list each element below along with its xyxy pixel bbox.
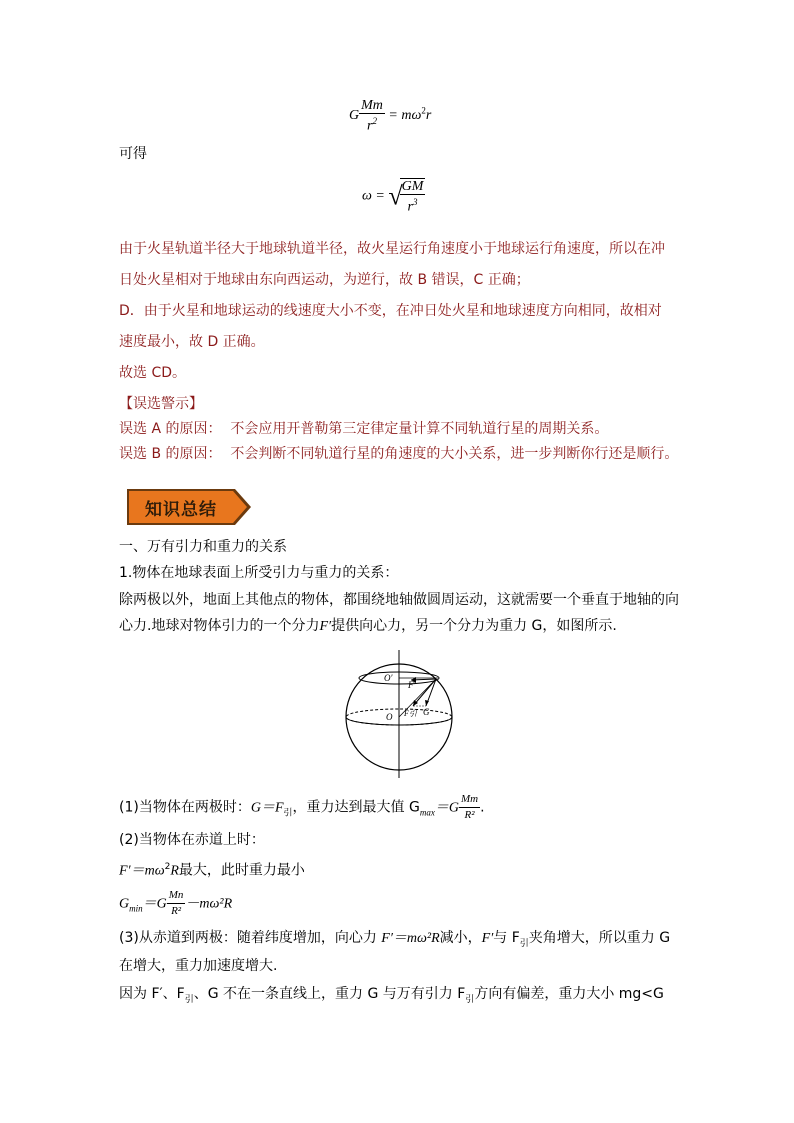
item-2-title: (2)当物体在赤道上时： bbox=[119, 832, 265, 848]
warning-title: 【误选警示】 bbox=[119, 396, 203, 412]
item-1: (1)当物体在两极时：$G=F_引$，重力达到最大值 $G_{max}=G$ $\frac{Mm}{\text{R²}}$ . bbox=[119, 793, 485, 821]
knowledge-summary-badge bbox=[127, 489, 253, 529]
item-2-line-1: $F'=m\omega^2R$最大，此时重力最小 bbox=[119, 862, 305, 879]
explanation-line-1: 由于火星轨道半径大于地球轨道半径，故火星运行角速度小于地球运行角速度，所以在冲 bbox=[119, 241, 665, 257]
intro-line-2: 心力.地球对物体引力的一个分力F′提供向心力，另一个分力为重力 G，如图所示. bbox=[119, 618, 617, 634]
item-2-gmin-equation: $G_{min}=G$ $\frac{Mn}{\text{R²}}$ －mω²R bbox=[119, 889, 233, 917]
badge-label: 知识总结 bbox=[145, 500, 217, 520]
label-f-yin: F引 bbox=[404, 709, 417, 718]
sqrt-sign: √ bbox=[388, 181, 403, 211]
equation-gravity-centripetal: G $\frac{Mm}{r^2}$ = $m\omega^2r$ bbox=[349, 98, 432, 134]
equation-omega: ω = √ $\frac{GM}{r^3}$ bbox=[362, 179, 424, 215]
subsection-heading: 1.物体在地球表面上所受引力与重力的关系： bbox=[119, 565, 399, 581]
item-3-line-1: (3)从赤道到两极：随着纬度增加，向心力 F′＝mω²R减小，F′与 $F_引$夹角增大，所以重力 G bbox=[119, 930, 671, 949]
explanation-line-2: 日处火星相对于地球由东向西运动，为逆行，故 B 错误，C 正确； bbox=[119, 272, 530, 288]
label-g: G bbox=[423, 707, 430, 717]
answer-text: 故选 CD。 bbox=[119, 365, 187, 381]
intro-line-1: 除两极以外，地面上其他点的物体，都围绕地轴做圆周运动，这就需要一个垂直于地轴的向 bbox=[119, 592, 679, 608]
warning-a: 误选 A 的原因： 不会应用开普勒第三定律定量计算不同轨道行星的周期关系。 bbox=[119, 421, 609, 437]
arrowhead-g bbox=[425, 700, 429, 706]
label-o: O bbox=[386, 712, 393, 722]
earth-gravity-diagram bbox=[340, 650, 460, 778]
last-line: 因为 F′、$F_引$、G 不在一条直线上，重力 G 与万有引力 $F_引$方向有偏差，重力大小 mg<G bbox=[119, 986, 664, 1005]
label-o-prime: O′ bbox=[384, 673, 393, 683]
option-d-line-1: D．由于火星和地球运动的线速度大小不变，在冲日处火星和地球速度方向相同，故相对 bbox=[119, 303, 662, 319]
label-f-prime: F′ bbox=[408, 680, 416, 690]
keyi-text: 可得 bbox=[119, 146, 147, 162]
item-3-line-2: 在增大，重力加速度增大. bbox=[119, 958, 278, 974]
warning-b: 误选 B 的原因： 不会判断不同轨道行星的角速度的大小关系，进一步判断你行还是顺行。 bbox=[119, 446, 679, 462]
section-heading: 一、万有引力和重力的关系 bbox=[119, 539, 287, 555]
option-d-line-2: 速度最小，故 D 正确。 bbox=[119, 334, 265, 350]
